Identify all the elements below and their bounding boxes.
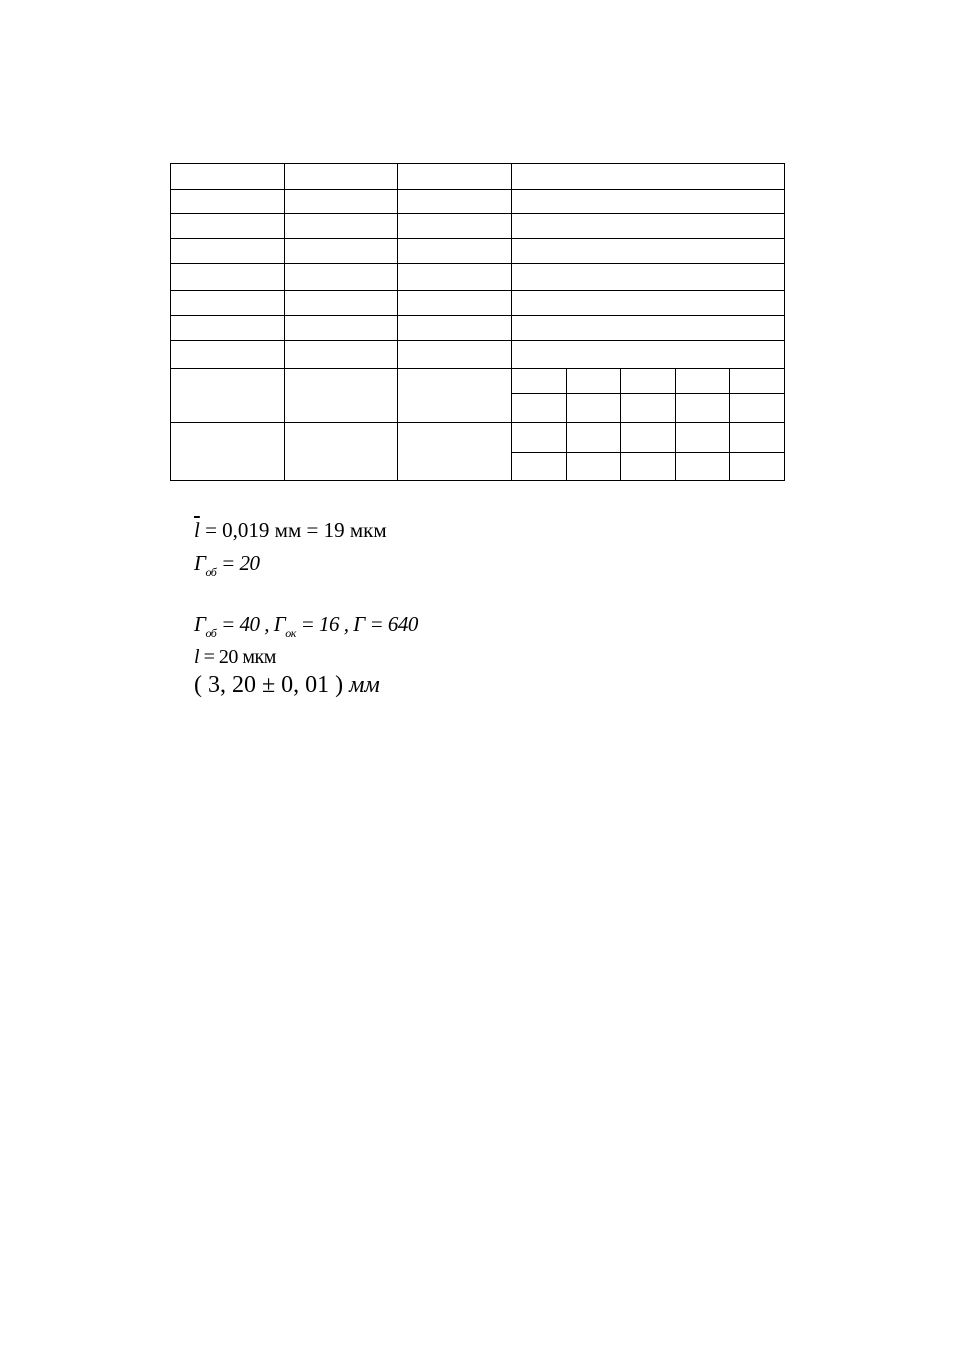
table-cell <box>171 369 285 423</box>
formula-text: = 20 <box>216 551 260 575</box>
table-cell <box>285 190 398 214</box>
table-row <box>171 369 785 394</box>
table-cell <box>171 315 285 340</box>
formula-variable: Г <box>353 612 365 636</box>
table-cell <box>676 423 730 452</box>
table-cell <box>285 164 398 190</box>
table-cell <box>730 369 785 394</box>
formula-text: = 40 , <box>216 612 274 636</box>
table-cell <box>621 369 676 394</box>
table-cell <box>285 263 398 290</box>
table-row <box>171 315 785 340</box>
table-row <box>171 423 785 452</box>
table-cell <box>512 315 785 340</box>
table-row <box>171 190 785 214</box>
table-cell <box>285 290 398 315</box>
table-row <box>171 263 785 290</box>
table-cell <box>730 423 785 452</box>
table-cell <box>171 238 285 263</box>
table-cell <box>512 369 567 394</box>
table-cell <box>567 369 621 394</box>
table-cell <box>171 213 285 238</box>
table-cell <box>512 452 567 480</box>
table-row <box>171 213 785 238</box>
data-table <box>170 163 785 481</box>
table-cell <box>567 452 621 480</box>
table-cell <box>512 263 785 290</box>
table-cell <box>512 423 567 452</box>
table-cell <box>621 394 676 423</box>
table-cell <box>398 190 512 214</box>
table-cell <box>730 452 785 480</box>
table-cell <box>512 290 785 315</box>
table-cell <box>676 369 730 394</box>
formula-variable: l <box>194 646 200 668</box>
table-row <box>171 340 785 368</box>
table-cell <box>398 164 512 190</box>
formula-magnifications <box>194 612 418 640</box>
table-cell <box>171 263 285 290</box>
table-cell <box>285 369 398 423</box>
formula-text: = 16 , <box>295 612 354 636</box>
table-cell <box>171 340 285 368</box>
table-cell <box>398 290 512 315</box>
table-cell <box>285 238 398 263</box>
formula-subscript: об <box>205 565 217 579</box>
table-row <box>171 290 785 315</box>
formula-variable: Г <box>194 551 206 575</box>
table-cell <box>285 213 398 238</box>
table-cell <box>512 394 567 423</box>
table-cell <box>512 164 785 190</box>
table-cell <box>676 452 730 480</box>
table-cell <box>171 290 285 315</box>
formula-unit: мм <box>349 672 380 698</box>
table-cell <box>398 340 512 368</box>
table-cell <box>398 315 512 340</box>
table-cell <box>398 238 512 263</box>
formula-variable: Г <box>194 612 206 636</box>
table-cell <box>285 315 398 340</box>
formula-text: = 640 <box>364 612 418 636</box>
table-cell <box>398 423 512 481</box>
table-cell <box>621 452 676 480</box>
table-row <box>171 164 785 190</box>
formula-value: ( 3, 20 ± 0, 01 ) <box>194 672 350 698</box>
table-cell <box>512 213 785 238</box>
formula-text: = 20 мкм <box>199 646 276 668</box>
formula-length <box>194 647 276 667</box>
formula-result <box>194 673 380 697</box>
formula-subscript: ок <box>285 626 296 640</box>
table-cell <box>171 164 285 190</box>
table-cell <box>171 423 285 481</box>
table-cell <box>398 263 512 290</box>
table-cell <box>285 340 398 368</box>
formula-mean-length <box>194 520 387 541</box>
table-cell <box>285 423 398 481</box>
table-cell <box>730 394 785 423</box>
table-cell <box>512 190 785 214</box>
table-row <box>171 238 785 263</box>
table-cell <box>567 394 621 423</box>
formula-subscript: об <box>205 626 217 640</box>
formula-variable: $\overline{l}$ <box>194 518 200 542</box>
table-cell <box>398 369 512 423</box>
formula-variable: Г <box>273 612 286 636</box>
table-cell <box>171 190 285 214</box>
formula-objective-magnification <box>194 551 260 579</box>
table-cell <box>398 213 512 238</box>
table-cell <box>621 423 676 452</box>
table-cell <box>567 423 621 452</box>
table-cell <box>512 340 785 368</box>
table-cell <box>676 394 730 423</box>
formula-text: = 0,019 мм = 19 мкм <box>199 518 387 542</box>
table-cell <box>512 238 785 263</box>
